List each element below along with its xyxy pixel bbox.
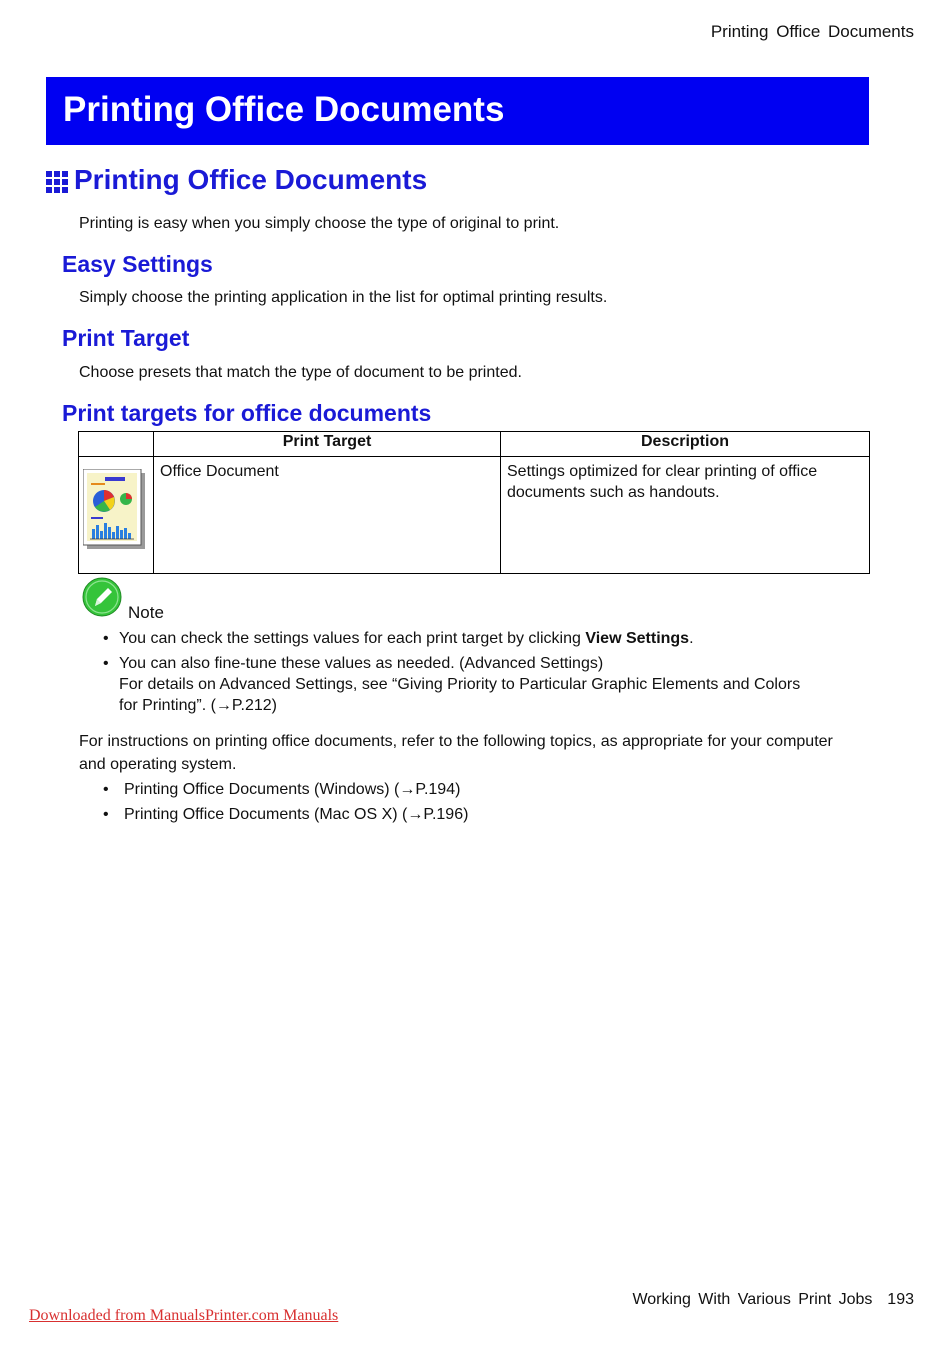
section-title: Printing Office Documents [74,164,428,195]
note-bullet-2 [103,653,801,716]
download-source-link[interactable]: Downloaded from ManualsPrinter.com Manuals [29,1307,339,1324]
thumbnail-cell [79,457,154,574]
instructions-line1: For instructions on printing office documents, refer to the following topics, as appropriate for your computer [79,733,833,750]
bullet-dot: • [103,655,109,672]
note-bullet-2-line2: For details on Advanced Settings, see “Giving Priority to Particular Graphic Elements and Colors [119,676,801,693]
target-column-header: Print Target [154,432,501,457]
table-header-row [79,432,870,457]
description-cell: Settings optimized for clear printing of office documents such as handouts. [501,457,870,574]
topic-link-mac-text[interactable]: Printing Office Documents (Mac OS X) (→P.196) [124,806,469,823]
view-settings-label: View Settings [585,630,690,647]
target-cell: Office Document [154,457,501,574]
grid-squares-icon [46,171,68,193]
targets-table-heading: Print targets for office documents [62,400,432,426]
print-target-text: Choose presets that match the type of document to be printed. [79,364,522,381]
easy-settings-text: Simply choose the printing application in the list for optimal printing results. [79,289,608,306]
print-targets-table [78,431,870,574]
topic-link-windows-text[interactable]: Printing Office Documents (Windows) (→P.194) [124,781,461,798]
note-bullet-2-line1: You can also fine-tune these values as needed. (Advanced Settings) [119,655,604,672]
instructions-line2: and operating system. [79,756,237,773]
note-bullet-1-end: . [689,630,694,647]
note-bullet-1-text: You can check the settings values for each print target by clicking [119,630,586,647]
pencil-note-icon [82,577,122,617]
page-title: Printing Office Documents [63,90,505,129]
title-bar [46,77,869,145]
page-footer [632,1291,914,1309]
easy-settings-heading: Easy Settings [62,251,213,277]
note-label: Note [128,603,164,622]
footer-chapter: Working With Various Print Jobs [632,1291,873,1308]
icon-column-header [79,432,154,457]
section-intro: Printing is easy when you simply choose the type of original to print. [79,215,560,232]
bullet-dot: • [103,781,109,798]
bullet-dot: • [103,630,109,647]
topic-link-mac[interactable] [103,804,469,825]
topic-link-windows[interactable] [103,779,461,800]
description-column-header: Description [501,432,870,457]
office-document-thumbnail-icon [83,469,145,549]
table-row [79,457,870,574]
note-bullet-1 [103,628,694,649]
page-number: 193 [887,1291,914,1308]
bullet-dot: • [103,806,109,823]
print-target-heading: Print Target [62,325,190,351]
note-bullet-2-line3: for Printing”. (→P.212) [119,697,277,714]
running-header: Printing Office Documents [710,22,914,41]
